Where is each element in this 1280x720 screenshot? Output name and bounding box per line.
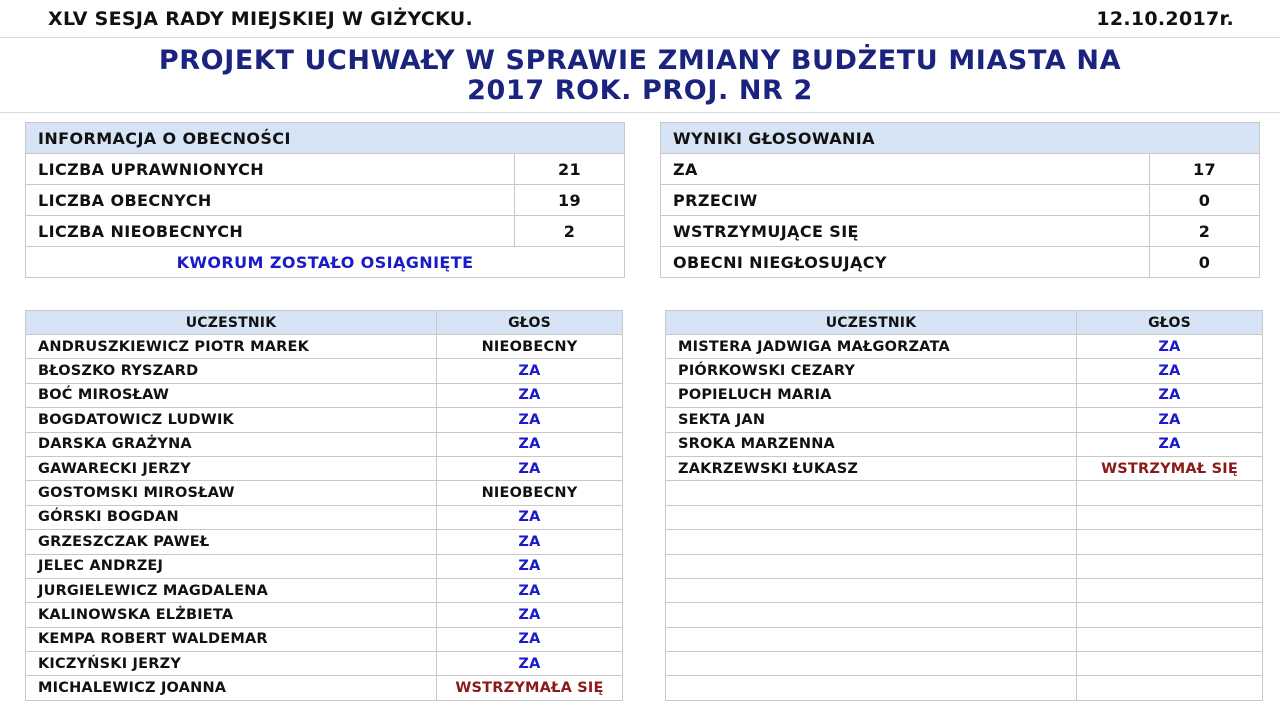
participant-vote: ZA (1077, 359, 1263, 383)
participant-row (666, 481, 1263, 505)
vote-column-header: GŁOS (1077, 311, 1263, 335)
attendance-value: 21 (515, 154, 625, 185)
participant-name: SEKTA JAN (666, 408, 1077, 432)
participant-name (666, 554, 1077, 578)
results-label: ZA (661, 154, 1150, 185)
session-date: 12.10.2017r. (1096, 8, 1234, 30)
attendance-label: LICZBA OBECNYCH (26, 185, 515, 216)
participant-row (666, 432, 1263, 456)
participant-row (26, 432, 623, 456)
participant-row (26, 481, 623, 505)
participant-name: SROKA MARZENNA (666, 432, 1077, 456)
participants-body-right (666, 335, 1263, 701)
session-title: XLV SESJA RADY MIEJSKIEJ W GIŻYCKU. (48, 8, 474, 30)
participant-row (666, 627, 1263, 651)
participant-row (26, 603, 623, 627)
results-row (661, 185, 1260, 216)
participant-row (26, 408, 623, 432)
participant-name (666, 627, 1077, 651)
participant-vote: ZA (1077, 408, 1263, 432)
resolution-title (0, 46, 1280, 106)
results-label: WSTRZYMUJĄCE SIĘ (661, 216, 1150, 247)
participant-name: BOĆ MIROSŁAW (26, 383, 437, 407)
participant-name: JELEC ANDRZEJ (26, 554, 437, 578)
participant-vote (1077, 554, 1263, 578)
participant-row (26, 530, 623, 554)
participant-row (26, 676, 623, 700)
participant-row (26, 456, 623, 480)
participant-vote (1077, 627, 1263, 651)
participant-vote (1077, 652, 1263, 676)
participant-name: BOGDATOWICZ LUDWIK (26, 408, 437, 432)
attendance-table (25, 122, 625, 278)
results-row (661, 216, 1260, 247)
participant-name (666, 652, 1077, 676)
participant-row (666, 530, 1263, 554)
attendance-label: LICZBA NIEOBECNYCH (26, 216, 515, 247)
participant-name: GÓRSKI BOGDAN (26, 505, 437, 529)
participant-name (666, 505, 1077, 529)
attendance-row (26, 216, 625, 247)
participant-vote: ZA (437, 578, 623, 602)
participant-name: MICHALEWICZ JOANNA (26, 676, 437, 700)
participant-name: GOSTOMSKI MIROSŁAW (26, 481, 437, 505)
participant-vote: ZA (437, 359, 623, 383)
participant-row (666, 676, 1263, 700)
participant-row (666, 554, 1263, 578)
participant-name: KEMPA ROBERT WALDEMAR (26, 627, 437, 651)
attendance-row (26, 154, 625, 185)
resolution-title-line-2: 2017 ROK. PROJ. NR 2 (467, 75, 813, 106)
participant-column-header: UCZESTNIK (666, 311, 1077, 335)
participant-column-header: UCZESTNIK (26, 311, 437, 335)
results-label: OBECNI NIEGŁOSUJĄCY (661, 247, 1150, 278)
participant-vote: ZA (1077, 432, 1263, 456)
participant-row (26, 652, 623, 676)
participants-body-left (26, 335, 623, 701)
participant-name (666, 676, 1077, 700)
participant-row (666, 456, 1263, 480)
results-heading: WYNIKI GŁOSOWANIA (661, 123, 1260, 154)
participant-row (26, 359, 623, 383)
results-value: 0 (1150, 185, 1260, 216)
title-divider (0, 112, 1280, 113)
participant-vote: ZA (437, 530, 623, 554)
participants-table-left (25, 310, 623, 701)
resolution-title-line-1: PROJEKT UCHWAŁY W SPRAWIE ZMIANY BUDŻETU MIASTA NA (158, 45, 1122, 76)
participant-vote (1077, 676, 1263, 700)
attendance-value: 19 (515, 185, 625, 216)
participant-name (666, 603, 1077, 627)
participant-vote: NIEOBECNY (437, 335, 623, 359)
participant-row (26, 505, 623, 529)
participant-name: KALINOWSKA ELŻBIETA (26, 603, 437, 627)
participant-vote: WSTRZYMAŁA SIĘ (437, 676, 623, 700)
participant-vote (1077, 530, 1263, 554)
participant-vote: ZA (437, 456, 623, 480)
participant-vote (1077, 505, 1263, 529)
vote-column-header: GŁOS (437, 311, 623, 335)
attendance-value: 2 (515, 216, 625, 247)
participant-row (26, 383, 623, 407)
attendance-heading: INFORMACJA O OBECNOŚCI (26, 123, 625, 154)
participant-name: GAWARECKI JERZY (26, 456, 437, 480)
participant-vote: NIEOBECNY (437, 481, 623, 505)
participant-row (26, 578, 623, 602)
results-value: 17 (1150, 154, 1260, 185)
results-value: 0 (1150, 247, 1260, 278)
participant-row (666, 383, 1263, 407)
participants-table-right (665, 310, 1263, 701)
participant-vote: WSTRZYMAŁ SIĘ (1077, 456, 1263, 480)
attendance-label: LICZBA UPRAWNIONYCH (26, 154, 515, 185)
participant-name: MISTERA JADWIGA MAŁGORZATA (666, 335, 1077, 359)
participant-name: BŁOSZKO RYSZARD (26, 359, 437, 383)
participant-vote (1077, 603, 1263, 627)
participant-row (666, 359, 1263, 383)
participant-vote: ZA (437, 505, 623, 529)
participant-row (666, 408, 1263, 432)
participant-vote: ZA (437, 554, 623, 578)
participant-row (666, 603, 1263, 627)
participant-vote (1077, 578, 1263, 602)
results-row (661, 154, 1260, 185)
participant-name: KICZYŃSKI JERZY (26, 652, 437, 676)
participant-row (26, 335, 623, 359)
participant-name: DARSKA GRAŻYNA (26, 432, 437, 456)
participant-name: PIÓRKOWSKI CEZARY (666, 359, 1077, 383)
participant-vote: ZA (437, 432, 623, 456)
participant-vote: ZA (1077, 383, 1263, 407)
session-header-bar (0, 0, 1280, 38)
participant-vote: ZA (437, 408, 623, 432)
participant-vote: ZA (437, 652, 623, 676)
participant-vote: ZA (437, 603, 623, 627)
participant-name: GRZESZCZAK PAWEŁ (26, 530, 437, 554)
participant-row (666, 505, 1263, 529)
participant-row (666, 335, 1263, 359)
results-label: PRZECIW (661, 185, 1150, 216)
results-row (661, 247, 1260, 278)
participant-name: ZAKRZEWSKI ŁUKASZ (666, 456, 1077, 480)
participant-vote: ZA (437, 383, 623, 407)
participant-row (666, 652, 1263, 676)
participant-name: ANDRUSZKIEWICZ PIOTR MAREK (26, 335, 437, 359)
participant-row (26, 554, 623, 578)
participant-vote: ZA (1077, 335, 1263, 359)
participant-row (26, 627, 623, 651)
participant-name (666, 481, 1077, 505)
quorum-status: KWORUM ZOSTAŁO OSIĄGNIĘTE (26, 247, 625, 278)
voting-results-table (660, 122, 1260, 278)
results-value: 2 (1150, 216, 1260, 247)
participant-vote (1077, 481, 1263, 505)
participant-vote: ZA (437, 627, 623, 651)
participant-row (666, 578, 1263, 602)
attendance-row (26, 185, 625, 216)
participant-name (666, 578, 1077, 602)
participant-name: JURGIELEWICZ MAGDALENA (26, 578, 437, 602)
participant-name: POPIELUCH MARIA (666, 383, 1077, 407)
participant-name (666, 530, 1077, 554)
